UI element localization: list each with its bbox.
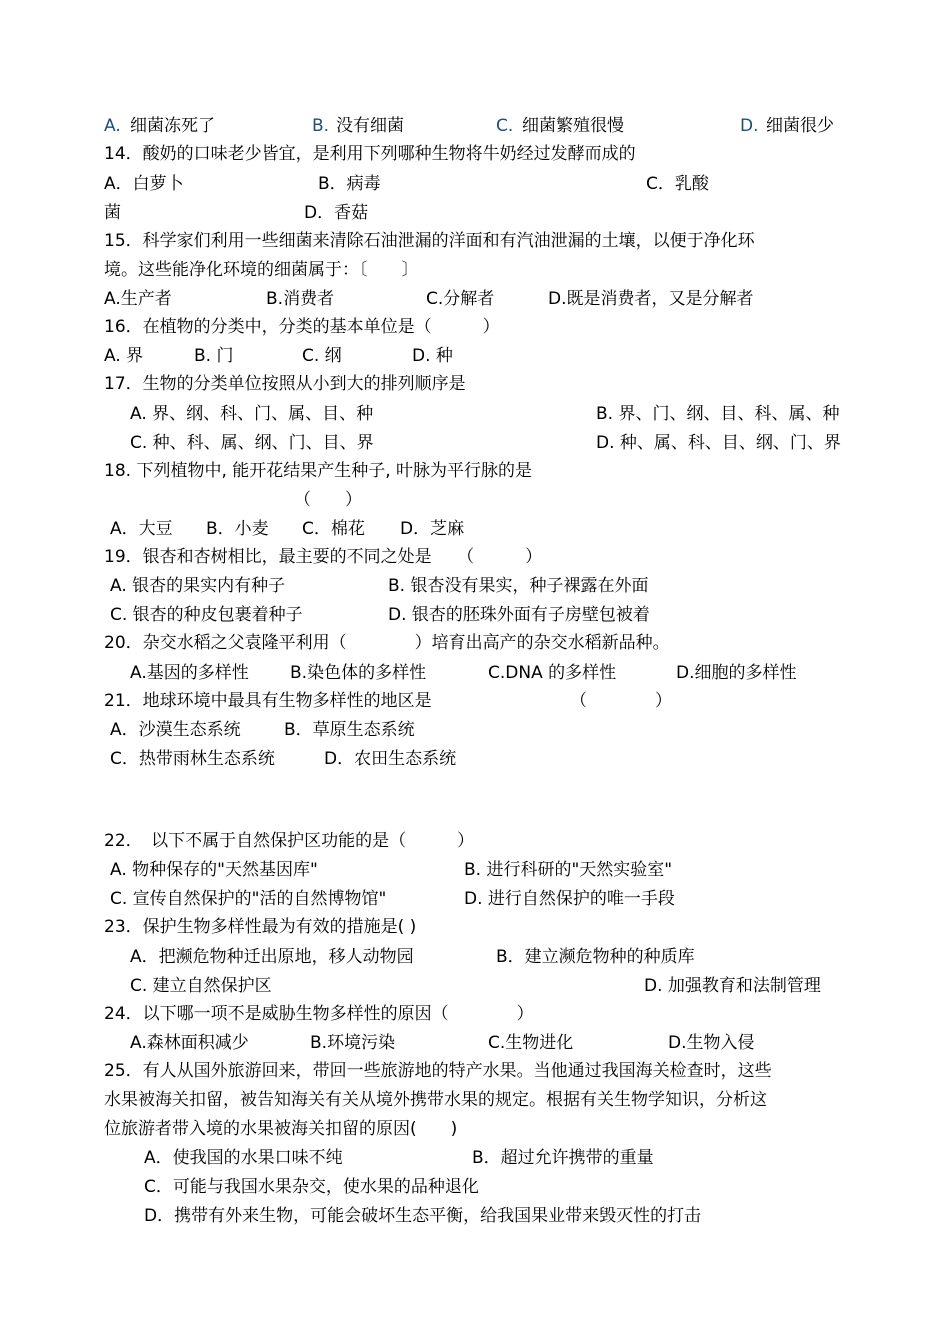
option-13b-letter: B. (312, 116, 330, 136)
question-24: 24．以下哪一项不是威胁生物多样性的原因（ ） (104, 1004, 534, 1024)
option-18a: A．大豆 (110, 519, 173, 539)
option-14a: A．白萝卜 (104, 174, 184, 194)
option-25b: B．超过允许携带的重量 (472, 1148, 654, 1168)
option-15a: A.生产者 (104, 289, 172, 309)
option-19a: A. 银杏的果实内有种子 (110, 576, 286, 596)
question-15-cont: 境。这些能净化环境的细菌属于：〔 〕 (104, 260, 419, 280)
option-13d-letter: D. (740, 116, 759, 136)
question-25-cont-2: 位旅游者带入境的水果被海关扣留的原因( ) (104, 1119, 458, 1139)
question-18: 18. 下列植物中, 能开花结果产生种子, 叶脉为平行脉的是 (104, 461, 533, 481)
option-15c: C.分解者 (426, 289, 495, 309)
option-15b: B.消费者 (266, 289, 335, 309)
option-25a: A．使我国的水果口味不纯 (144, 1148, 343, 1168)
option-23d: D. 加强教育和法制管理 (644, 976, 821, 996)
option-16b: B. 门 (194, 346, 234, 366)
option-23c: C. 建立自然保护区 (130, 976, 272, 996)
option-22b: B. 进行科研的"天然实验室" (464, 860, 673, 880)
option-19c: C. 银杏的种皮包裹着种子 (110, 605, 303, 625)
option-20c: C.DNA 的多样性 (488, 663, 617, 683)
question-21: 21．地球环境中最具有生物多样性的地区是 (104, 691, 432, 711)
option-25c: C．可能与我国水果杂交，使水果的品种退化 (144, 1177, 479, 1197)
option-20d: D.细胞的多样性 (676, 663, 797, 683)
option-22d: D. 进行自然保护的唯一手段 (464, 889, 675, 909)
option-24d: D.生物入侵 (668, 1033, 755, 1053)
option-24b: B.环境污染 (310, 1033, 396, 1053)
option-19d: D. 银杏的胚珠外面有子房壁包被着 (388, 605, 650, 625)
option-18c: C．棉花 (302, 519, 365, 539)
option-23a: A．把濒危物种迁出原地，移人动物园 (130, 947, 414, 967)
question-18-paren: （ ） (294, 490, 362, 510)
option-23b: B．建立濒危物种的种质库 (496, 947, 695, 967)
option-13c-letter: C. (496, 116, 514, 136)
option-21b: B．草原生态系统 (284, 720, 415, 740)
option-19b: B. 银杏没有果实，种子裸露在外面 (388, 576, 649, 596)
option-13d-text: 细菌很少 (766, 116, 834, 136)
question-16: 16．在植物的分类中，分类的基本单位是（ ） (104, 317, 500, 337)
question-22: 22． 以下不属于自然保护区功能的是（ ） (104, 831, 475, 851)
option-24a: A.森林面积减少 (130, 1033, 249, 1053)
option-17c: C. 种、科、属、纲、门、目、界 (130, 433, 374, 453)
question-25-cont-1: 水果被海关扣留，被告知海关有关从境外携带水果的规定。根据有关生物学知识，分析这 (104, 1090, 767, 1110)
option-14d: D．香菇 (304, 203, 369, 223)
option-20a: A.基因的多样性 (130, 663, 249, 683)
option-17b: B. 界、门、纲、目、科、属、种 (596, 404, 840, 424)
option-21d: D．农田生态系统 (324, 749, 457, 769)
option-22a: A. 物种保存的"天然基因库" (110, 860, 318, 880)
option-16d: D. 种 (412, 346, 453, 366)
option-22c: C. 宣传自然保护的"活的自然博物馆" (110, 889, 387, 909)
option-13c-text: 细菌繁殖很慢 (522, 116, 624, 136)
option-25d: D．携带有外来生物，可能会破坏生态平衡，给我国果业带来毁灭性的打击 (144, 1206, 702, 1226)
option-20b: B.染色体的多样性 (290, 663, 427, 683)
option-13a-letter: A. (104, 116, 121, 136)
option-13b-text: 没有细菌 (336, 116, 404, 136)
option-15d: D.既是消费者，又是分解者 (548, 289, 754, 309)
question-25: 25．有人从国外旅游回来，带回一些旅游地的特产水果。当他通过我国海关检查时，这些 (104, 1061, 772, 1081)
option-18b: B．小麦 (206, 519, 269, 539)
question-19: 19．银杏和杏树相比，最主要的不同之处是 （ ） (104, 547, 543, 567)
option-14c: C．乳酸 (646, 174, 709, 194)
option-16c: C. 纲 (302, 346, 342, 366)
option-17d: D. 种、属、科、目、纲、门、界 (596, 433, 841, 453)
option-18d: D．芝麻 (400, 519, 465, 539)
question-21-paren: （ ） (570, 691, 672, 711)
option-17a: A. 界、纲、科、门、属、目、种 (130, 404, 374, 424)
option-14c-cont: 菌 (104, 203, 121, 223)
question-15: 15．科学家们利用一些细菌来清除石油泄漏的洋面和有汽油泄漏的土壤，以便于净化环 (104, 231, 755, 251)
option-21c: C．热带雨林生态系统 (110, 749, 275, 769)
question-14: 14．酸奶的口味老少皆宜，是利用下列哪种生物将牛奶经过发酵而成的 (104, 144, 636, 164)
question-23: 23．保护生物多样性最为有效的措施是( ) (104, 917, 417, 937)
option-24c: C.生物进化 (488, 1033, 574, 1053)
option-13a-text: 细菌冻死了 (130, 116, 215, 136)
question-20: 20．杂交水稻之父袁隆平利用（ ）培育出高产的杂交水稻新品种。 (104, 633, 670, 653)
question-17: 17．生物的分类单位按照从小到大的排列顺序是 (104, 374, 466, 394)
option-14b: B．病毒 (318, 174, 381, 194)
option-16a: A. 界 (104, 346, 144, 366)
option-21a: A．沙漠生态系统 (110, 720, 241, 740)
